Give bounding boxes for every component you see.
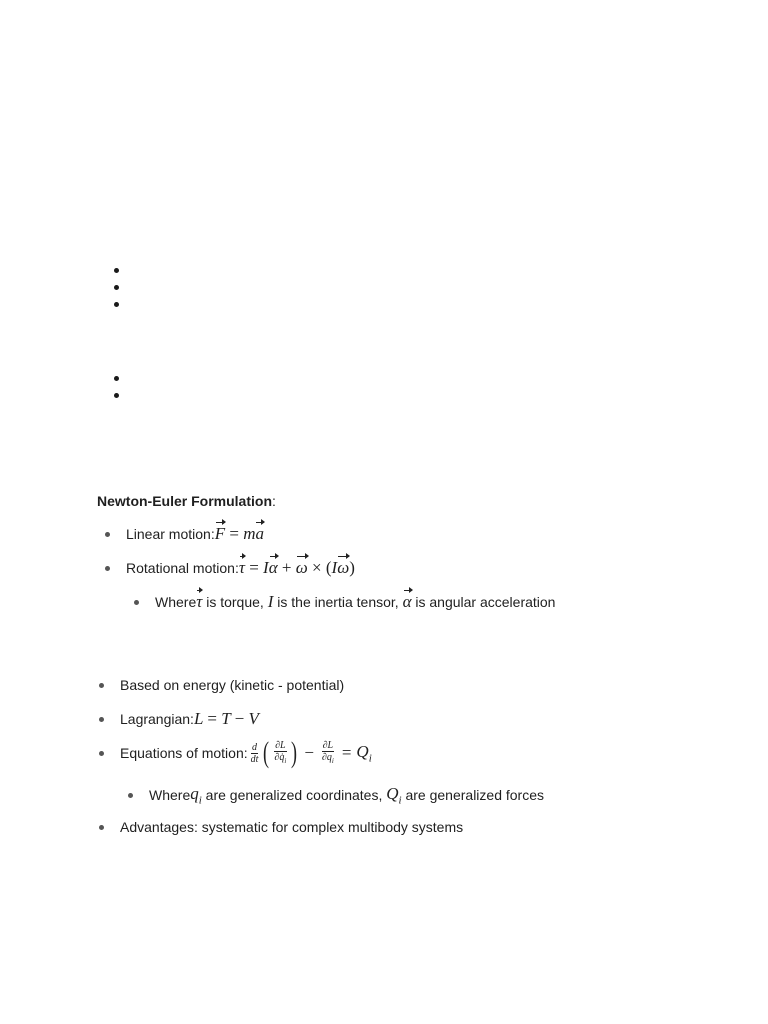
- lagrangian-item: [99, 709, 259, 729]
- Q-symbol: $Q_i$: [386, 784, 402, 807]
- where-prefix: Where: [155, 594, 197, 610]
- linear-motion-equation: F = ma: [214, 524, 264, 543]
- where-alpha-text: is angular acceleration: [411, 594, 556, 610]
- energy-item-text: Based on energy (kinetic - potential): [120, 677, 345, 693]
- newton-euler-heading-text: Newton-Euler Formulation: [97, 493, 272, 509]
- lagrangian-equation: L = T − V: [193, 709, 259, 728]
- lagrangian-label: Lagrangian:: [120, 711, 194, 727]
- bullet-icon: [128, 793, 133, 798]
- where-torque-text: is torque,: [202, 594, 268, 610]
- rotational-motion-equation: τ = Iα + ω × (Iω): [238, 558, 355, 577]
- linear-motion-item: [105, 524, 264, 544]
- heading-colon: :: [272, 493, 276, 509]
- eom-equation: $\frac{d}{dt}$ ( $\frac{\partial L}{\partial q̇_i}$ ) − $\frac{\partial L}{\partial q_i}$ = $Q_i$: [250, 736, 372, 769]
- bullet-icon: [99, 751, 104, 756]
- inertia-symbol: I: [267, 592, 274, 611]
- energy-item: [99, 677, 344, 693]
- equations-of-motion-item: [99, 738, 372, 768]
- where-coords-text: are generalized coordinates,: [201, 787, 387, 804]
- rotational-motion-item: [105, 558, 355, 578]
- lagrangian-where-item: [128, 784, 544, 806]
- q-symbol: $q_i$: [190, 784, 202, 807]
- bullet-icon: [99, 717, 104, 722]
- where-inertia-text: is the inertia tensor,: [273, 594, 403, 610]
- newton-euler-heading: [97, 493, 276, 509]
- newton-euler-where-item: [134, 592, 555, 612]
- torque-symbol: τ: [196, 592, 203, 611]
- bullet-icon: [99, 683, 104, 688]
- advantages-item: [99, 819, 463, 835]
- bullet-icon: [134, 600, 139, 605]
- eom-label: Equations of motion:: [120, 745, 248, 761]
- bullet-icon: [99, 825, 104, 830]
- where-prefix: Where: [149, 787, 191, 804]
- where-forces-text: are generalized forces: [401, 787, 545, 804]
- linear-motion-label: Linear motion:: [126, 526, 215, 542]
- alpha-symbol: α: [402, 592, 412, 611]
- rotational-motion-label: Rotational motion:: [126, 560, 239, 576]
- bullet-icon: [105, 566, 110, 571]
- bullet-icon: [105, 532, 110, 537]
- advantages-text: Advantages: systematic for complex multibody systems: [120, 819, 464, 835]
